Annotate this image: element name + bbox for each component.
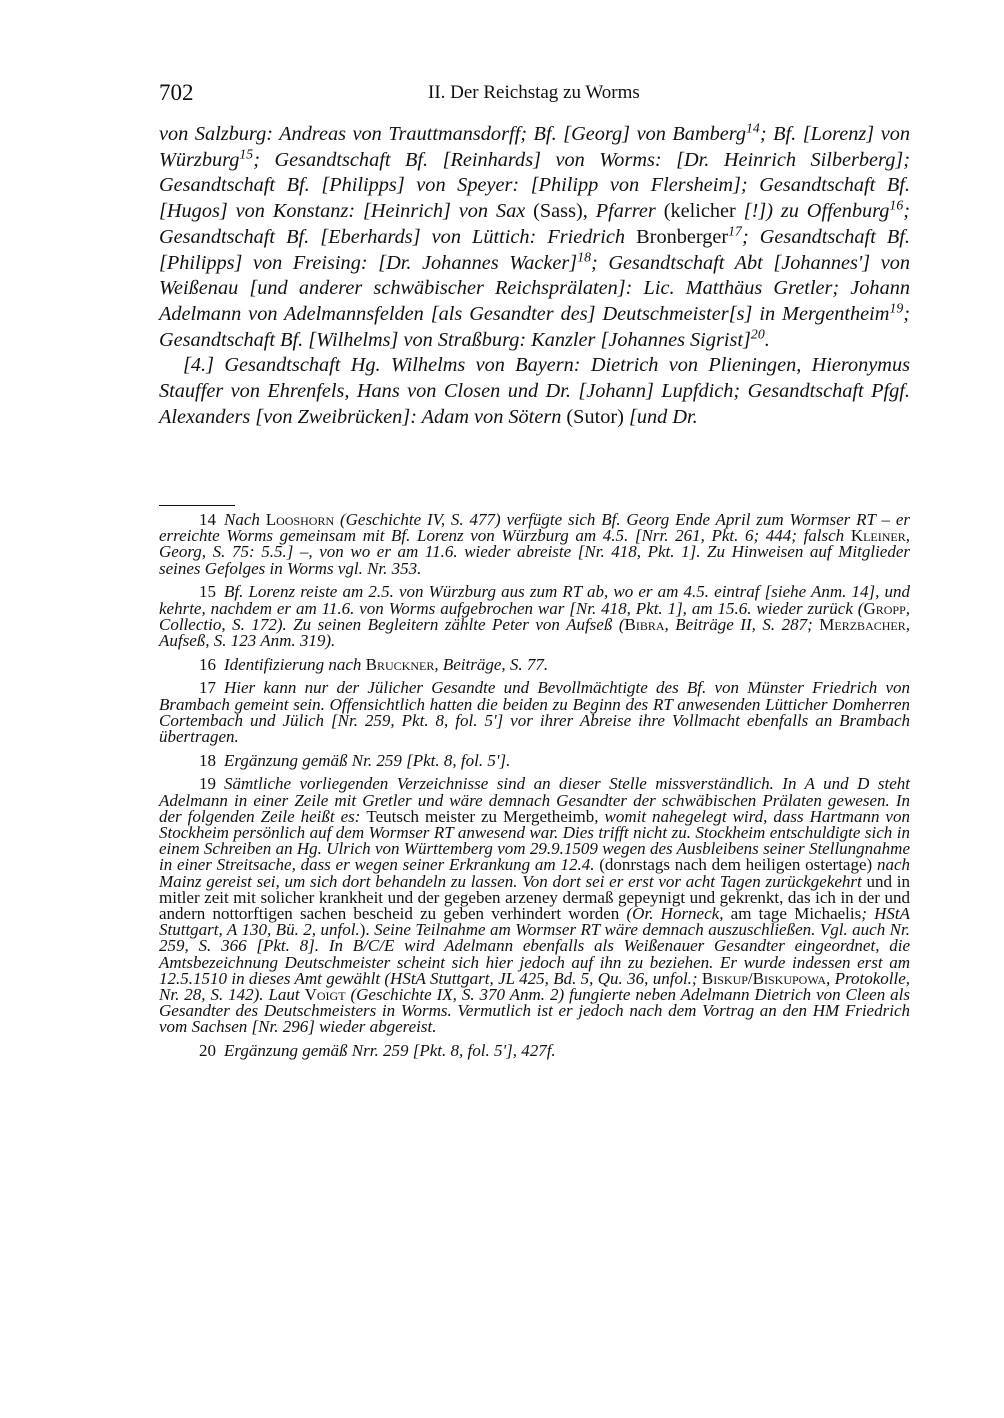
footnote-ref[interactable]: 20 [750, 326, 765, 342]
footnote-number: 15 [199, 582, 216, 602]
text-span: , Collectio, S. 172). Zu seinen Begleitern zählte Peter von Aufseß ( [159, 598, 910, 634]
footnote-19 [159, 776, 910, 1035]
footnote-ref[interactable]: 15 [239, 146, 254, 162]
author-name: Bruckner [365, 654, 435, 674]
page-number: 702 [159, 80, 194, 105]
paragraph [159, 122, 910, 353]
text-span: [und Dr. [628, 405, 698, 428]
text-span: ; Gesandtschaft Abt [Johannes'] von Weißenau [und anderer schwäbischer Reichsprälaten]: Lic. Matthäus Gretler; Johann Adelmann von Adelmannsfelden [als Gesandter des] Deutschmeister[s] in Mergentheim [159, 251, 910, 325]
author-name: Gropp [863, 598, 906, 618]
text-span: [4.] Gesandtschaft Hg. Wilhelms von Bayern: Dietrich von Plieningen, Hieronymus Stauffer von Ehrenfels, Hans von Closen und Dr. [Johann] Lupfdich; Gesandtschaft Pfgf. Alexanders [von Zweibrücken]: Adam von Sötern [159, 354, 910, 428]
footnote-number: 17 [199, 678, 216, 698]
footnote-17 [159, 680, 910, 745]
text-span: ; Bf. [Lorenz] von Würzburg [159, 123, 910, 171]
text-span: Hier kann nur der Jülicher Gesandte und Bevollmächtigte des Bf. von Münster Friedrich von Brambach gemeint sein. Offensichtlich hatten die beiden zu Beginn des RT anwesenden Lütticher Domherren Cortembach und Jülich [Nr. 259, Pkt. 8, fol. 5'] vor ihrer Abreise ihre Vollmacht ebenfalls an Brambach übertragen. [159, 678, 910, 746]
author-name: Kleiner [850, 526, 906, 546]
text-span: Bronberger [625, 225, 729, 248]
text-span: , Georg, S. 75: 5.5.] –, von wo er am 11.6. wieder abreiste [Nr. 418, Pkt. 1]. Zu Hinweisen auf Mitglieder seines Gefolges in Worms vgl. Nr. 353. [159, 526, 910, 578]
text-span: (kelicher [655, 200, 744, 223]
author-name: Voigt [304, 984, 346, 1004]
text-span: Pfarrer [595, 200, 656, 223]
text-span: Ergänzung gemäß Nr. 259 [Pkt. 8, fol. 5']. [224, 750, 511, 770]
footnote-number: 20 [199, 1041, 216, 1061]
text-span: Identifizierung nach [224, 654, 366, 674]
text-span: ). [359, 920, 370, 940]
text-span: ; Gesandtschaft Bf. [Philipps] von Freising: [Dr. Johannes Wacker] [159, 225, 911, 274]
text-span: Nach [224, 510, 266, 529]
text-span: , womit nahegelegt wird, dass Hartmann von Stockheim persönlich auf dem Wormser RT anwesend war. Dies trifft nicht zu. Stockheim entschuldigte sich in einem Schreiben an Hg. Ulrich von Württemberg vom 29.9.1509 wegen des Ausbleibens seiner Stellungnahme in einer Streitsache, dass er wegen seiner Erkrankung am 12.4. [159, 806, 910, 875]
text-span: , Aufseß, S. 123 Anm. 319). [159, 614, 910, 650]
paragraph [159, 353, 910, 430]
text-span: von Salzburg: Andreas von Trauttmansdorff; Bf. [Georg] von Bamberg [159, 123, 747, 145]
author-name: Biskup/Biskupowa [701, 968, 827, 988]
text-span: (Or. Horneck, [619, 903, 731, 923]
text-span: Seine Teilnahme am Wormser RT wäre demnach auszuschließen. Vgl. auch Nr. 259, S. 366 [Pkt. 8]. In B/C/E wird Adelmann ebenfalls als Weißenauer Gesandter eingeordnet, die Amtsbezeichnung Deutschmeister scheint sich hier jedoch auf ihn zu beziehen. Er wurde indessen erst am 12.5.1510 in dieses Amt gewählt (HStA Stuttgart, JL 425, Bd. 5, Qu. 36, unfol.; [159, 920, 910, 988]
quoted-source-text: Teutsch meister zu Mergetheimb [366, 806, 595, 826]
footnote-ref[interactable]: 16 [889, 197, 904, 213]
text-span: Sämtliche vorliegenden Verzeichnisse sind an dieser Stelle missverständlich. In A und D steht Adelmann in einer Zeile mit Gretler und wäre demnach Gesandter der schwäbischen Prälaten gewesen. In der folgenden Zeile heißt es: [159, 774, 910, 826]
text-span: Ergänzung gemäß Nrr. 259 [Pkt. 8, fol. 5'], 427f. [224, 1041, 556, 1061]
quoted-source-text: am tage Michaelis [730, 903, 862, 923]
footnote-18 [159, 750, 910, 770]
footnote-ref[interactable]: 18 [577, 248, 591, 264]
running-head: II. Der Reichstag zu Worms [428, 82, 640, 103]
text-span: . [764, 328, 770, 351]
text-span: nach Mainz gereist sei, um sich dort behandeln zu lassen. Von dort sei er erst vor acht Tagen zurückgekehrt [159, 855, 910, 891]
text-span: ; HStA Stuttgart, A 130, Bü. 2, unfol. [159, 903, 911, 940]
text-span: , Protokolle, Nr. 28, S. 142). Laut [159, 968, 910, 1004]
footnote-15 [159, 584, 910, 649]
text-span: (Sass), [525, 200, 596, 223]
text-span: , Beiträge II, S. 287; [664, 614, 820, 634]
footnote-number: 19 [199, 774, 216, 794]
footnote-separator [159, 505, 235, 506]
text-span: (Geschichte IV, S. 477) verfügte sich Bf. Georg Ende April zum Wormser RT – er erreichte Worms gemeinsam mit Bf. Lorenz von Würzburg am 4.5. [Nrr. 261, Pkt. 6; 444; falsch [159, 510, 910, 546]
footnotes [159, 512, 910, 1067]
footnote-number: 14 [199, 510, 216, 529]
quoted-source-text: (donrstags nach dem heiligen ostertage) [599, 855, 873, 875]
text-span: (Geschichte IX, S. 370 Anm. 2) fungierte neben Adelmann Dietrich von Cleen als Gesandter des Deutschmeisters in Worms. Vermutlich ist er jedoch nach dem Vortrag an den HM Friedrich vom Sachsen [Nr. 296] wieder abgereist. [159, 984, 910, 1037]
author-name: Looshorn [265, 510, 335, 529]
author-name: Merzbacher [819, 614, 906, 634]
footnote-14 [159, 512, 910, 577]
footnote-ref[interactable]: 14 [746, 120, 760, 136]
text-span: [!]) zu Offenburg [743, 200, 890, 223]
footnote-ref[interactable]: 17 [728, 223, 742, 239]
text-span: (Sutor) [561, 405, 629, 428]
text-span: ; Gesandtschaft Bf. [Wilhelms] von Straßburg: Kanzler [Johannes Sigrist] [159, 302, 910, 351]
quoted-source-text: und in mitler zeit mit solicher krankheit und der gegeben arzeney dermaß gepeynigt und gekrenkt, das ich in der und andern nottorftigen sachen bescheid zu geben verhindert worden [159, 871, 910, 923]
text-span: , Beiträge, S. 77. [434, 654, 549, 674]
footnote-number: 16 [199, 654, 216, 674]
footnote-number: 18 [199, 750, 216, 770]
footnote-ref[interactable]: 19 [889, 300, 904, 316]
text-span: ; Gesandtschaft Bf. [Eberhards] von Lüttich: Friedrich [159, 200, 910, 248]
text-span: Bf. Lorenz reiste am 2.5. von Würzburg aus zum RT ab, wo er am 4.5. eintraf [siehe Anm. 14], und kehrte, nachdem er am 11.6. von Worms aufgebrochen war [Nr. 418, Pkt. 1], am 15.6. wieder zurück ( [159, 582, 910, 618]
footnote-16 [159, 654, 910, 674]
text-span: ; Gesandtschaft Bf. [Reinhards] von Worms: [Dr. Heinrich Silberberg]; Gesandtschaft Bf. [Philipps] von Speyer: [Philipp von Flersheim]; Gesandtschaft Bf. [Hugos] von Konstanz: [Heinrich] von Sax [159, 148, 910, 223]
main-text [159, 122, 910, 430]
footnote-20 [159, 1043, 910, 1059]
author-name: Bibra [624, 614, 665, 634]
